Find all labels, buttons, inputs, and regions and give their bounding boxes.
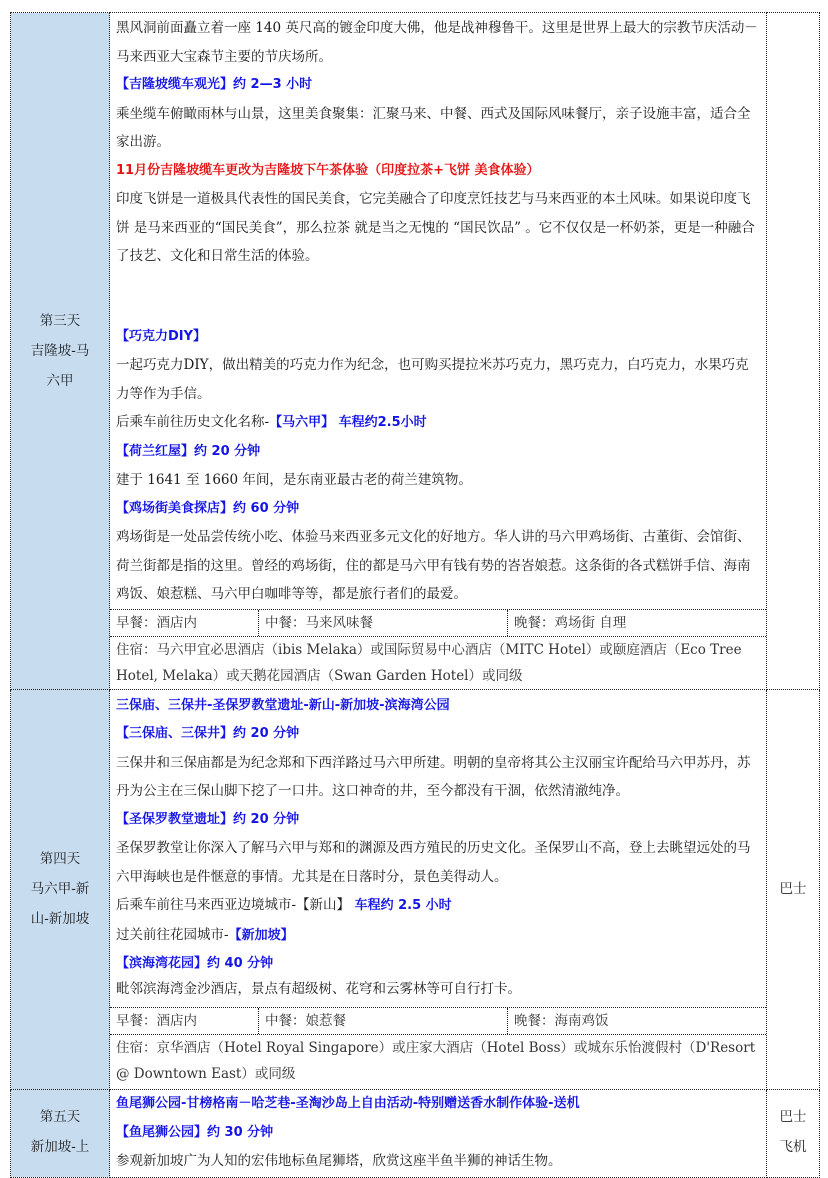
dinner: 晚餐：海南鸡饭 [514, 1012, 609, 1029]
transport-plane: 飞机 [779, 1138, 807, 1155]
paragraph-bold: 【马六甲】 车程约2.5小时 [269, 415, 427, 430]
day-row-4 [11, 689, 820, 1089]
paragraph-text: 后乘车前往马来西亚边境城市-【新山】 [116, 897, 351, 913]
day-row-3 [11, 13, 820, 690]
transport-bus: 巴士 [779, 1108, 807, 1125]
day-label-line: 第四天 [39, 851, 81, 867]
meals-row [110, 609, 766, 636]
paragraph: 圣保罗教堂让你深入了解马六甲与郑和的渊源及西方殖民的历史文化。圣保罗山不高，登上去眺望远处的马六甲海峡也是件惬意的事情。尤其是在日落时分，景色美得动人。 [116, 840, 751, 885]
itinerary-page [10, 12, 818, 1178]
day-label-cell [11, 689, 110, 1089]
paragraph-text: 后乘车前往历史文化名称- [116, 414, 270, 430]
section-heading: 【三保庙、三保井】约 20 分钟 [116, 726, 300, 741]
paragraph: 毗邻滨海湾金沙酒店，景点有超级树、花穹和云雾林等可自行打卡。 [116, 980, 521, 997]
paragraph: 乘坐缆车俯瞰雨林与山景，这里美食聚集：汇聚马来、中餐、西式及国际风味餐厅，亲子设施丰富，适合全家出游。 [116, 105, 751, 150]
paragraph: 黑风洞前面矗立着一座 140 英尺高的镀金印度大佛，他是战神穆鲁干。这里是世界上最大的宗教节庆活动－马来西亚大宝森节主要的节庆场所。 [116, 20, 758, 65]
hotel-info: 住宿：京华酒店（Hotel Royal Singapore）或庄家大酒店（Hotel Boss）或城东乐怡渡假村（D'Resort @ Downtown East）或同级 [110, 1034, 766, 1087]
dinner: 晚餐：鸡场街 自理 [514, 614, 627, 631]
paragraph [116, 891, 760, 921]
paragraph: 鸡场街是一处品尝传统小吃、体验马来西亚多元文化的好地方。华人讲的马六甲鸡场街、古董街、会馆街、荷兰街都是指的这里。曾经的鸡场街，住的都是马六甲有钱有势的峇峇娘惹。这条街的各式糕饼手信、海南鸡饭、娘惹糕、马六甲白咖啡等等，都是旅行者们的最爱。 [116, 529, 751, 602]
paragraph-text: 过关前往花园城市- [116, 926, 229, 943]
section-heading: 【荷兰红屋】约 20 分钟 [116, 443, 261, 459]
section-heading: 【滨海湾花园】约 40 分钟 [116, 956, 274, 971]
itinerary-table [10, 12, 820, 1178]
day-label-cell [11, 1089, 110, 1177]
paragraph: 三保井和三保庙都是为纪念郑和下西洋路过马六甲所建。明朝的皇帝将其公主汉丽宝许配给马六甲苏丹，苏丹为公主在三保山脚下挖了一口井。这口神奇的井，至今都没有干涸，依然清澈纯净。 [116, 754, 751, 799]
transport-cell [767, 13, 820, 690]
day-content-cell [110, 1089, 767, 1177]
section-heading: 【圣保罗教堂遗址】约 20 分钟 [116, 811, 300, 827]
paragraph-bold: 【新加坡】 [228, 927, 294, 943]
day-label-line: 山-新加坡 [30, 911, 90, 927]
day-content-cell [110, 689, 767, 1089]
day-label-line: 新加坡-上 [30, 1138, 90, 1155]
paragraph: 印度飞饼是一道极具代表性的国民美食，它完美融合了印度烹饪技艺与马来西亚的本土风味。如果说印度飞饼 是马来西亚的“国民美食”，那么拉茶 就是当之无愧的 “国民饮品” 。它不仅仅是一杯奶茶，更是一种融合了技艺、文化和日常生活的体验。 [116, 191, 755, 264]
paragraph [116, 921, 760, 951]
paragraph: 参观新加坡广为人知的宏伟地标鱼尾狮塔，欣赏这座半鱼半狮的神话生物。 [116, 1153, 562, 1170]
paragraph: 一起巧克力DIY，做出精美的巧克力作为纪念，也可购买提拉米苏巧克力，黑巧克力，白巧克力，水果巧克力等作为手信。 [116, 357, 749, 402]
route-title: 鱼尾狮公园-甘榜格南－哈芝巷-圣淘沙岛上自由活动-特别赠送香水制作体验-送机 [116, 1096, 580, 1112]
day-label-line: 第三天 [39, 312, 81, 329]
day-label-line: 第五天 [39, 1108, 81, 1125]
route-title: 三保庙、三保井-圣保罗教堂遗址-新山-新加坡-滨海湾公园 [116, 697, 450, 713]
spacer [116, 271, 760, 323]
day-content-cell [110, 13, 767, 690]
day-row-5 [11, 1089, 820, 1177]
paragraph [116, 408, 760, 438]
day-label-cell [11, 13, 110, 690]
breakfast: 早餐：酒店内 [110, 610, 259, 636]
breakfast: 早餐：酒店内 [110, 1008, 259, 1034]
transport-bus: 巴士 [779, 881, 807, 897]
section-heading: 【吉隆坡缆车观光】约 2—3 小时 [116, 77, 313, 92]
transport-cell [767, 1089, 820, 1177]
paragraph-bold: 车程约 2.5 小时 [350, 898, 452, 913]
day-label-line: 六甲 [46, 372, 74, 389]
day-label-line: 马六甲-新 [30, 881, 90, 897]
section-heading: 【鸡场街美食探店】约 60 分钟 [116, 500, 300, 516]
section-heading: 【巧克力DIY】 [116, 328, 207, 344]
lunch: 中餐：马来风味餐 [259, 610, 508, 636]
day-label-line: 吉隆坡-马 [30, 342, 90, 359]
transport-cell [767, 689, 820, 1089]
section-heading-highlight: 11月份吉隆坡缆车更改为吉隆坡下午茶体验（印度拉茶+飞饼 美食体验） [116, 162, 540, 178]
paragraph: 建于 1641 至 1660 年间，是东南亚最古老的荷兰建筑物。 [116, 472, 472, 488]
lunch: 中餐：娘惹餐 [259, 1008, 508, 1034]
meals-row [110, 1007, 766, 1034]
hotel-info: 住宿：马六甲宜必思酒店（ibis Melaka）或国际贸易中心酒店（MITC Hotel）或颐庭酒店（Eco Tree Hotel, Melaka）或天鹅花园酒店（Swan Garden Hotel）或同级 [110, 636, 766, 689]
section-heading: 【鱼尾狮公园】约 30 分钟 [116, 1124, 274, 1140]
